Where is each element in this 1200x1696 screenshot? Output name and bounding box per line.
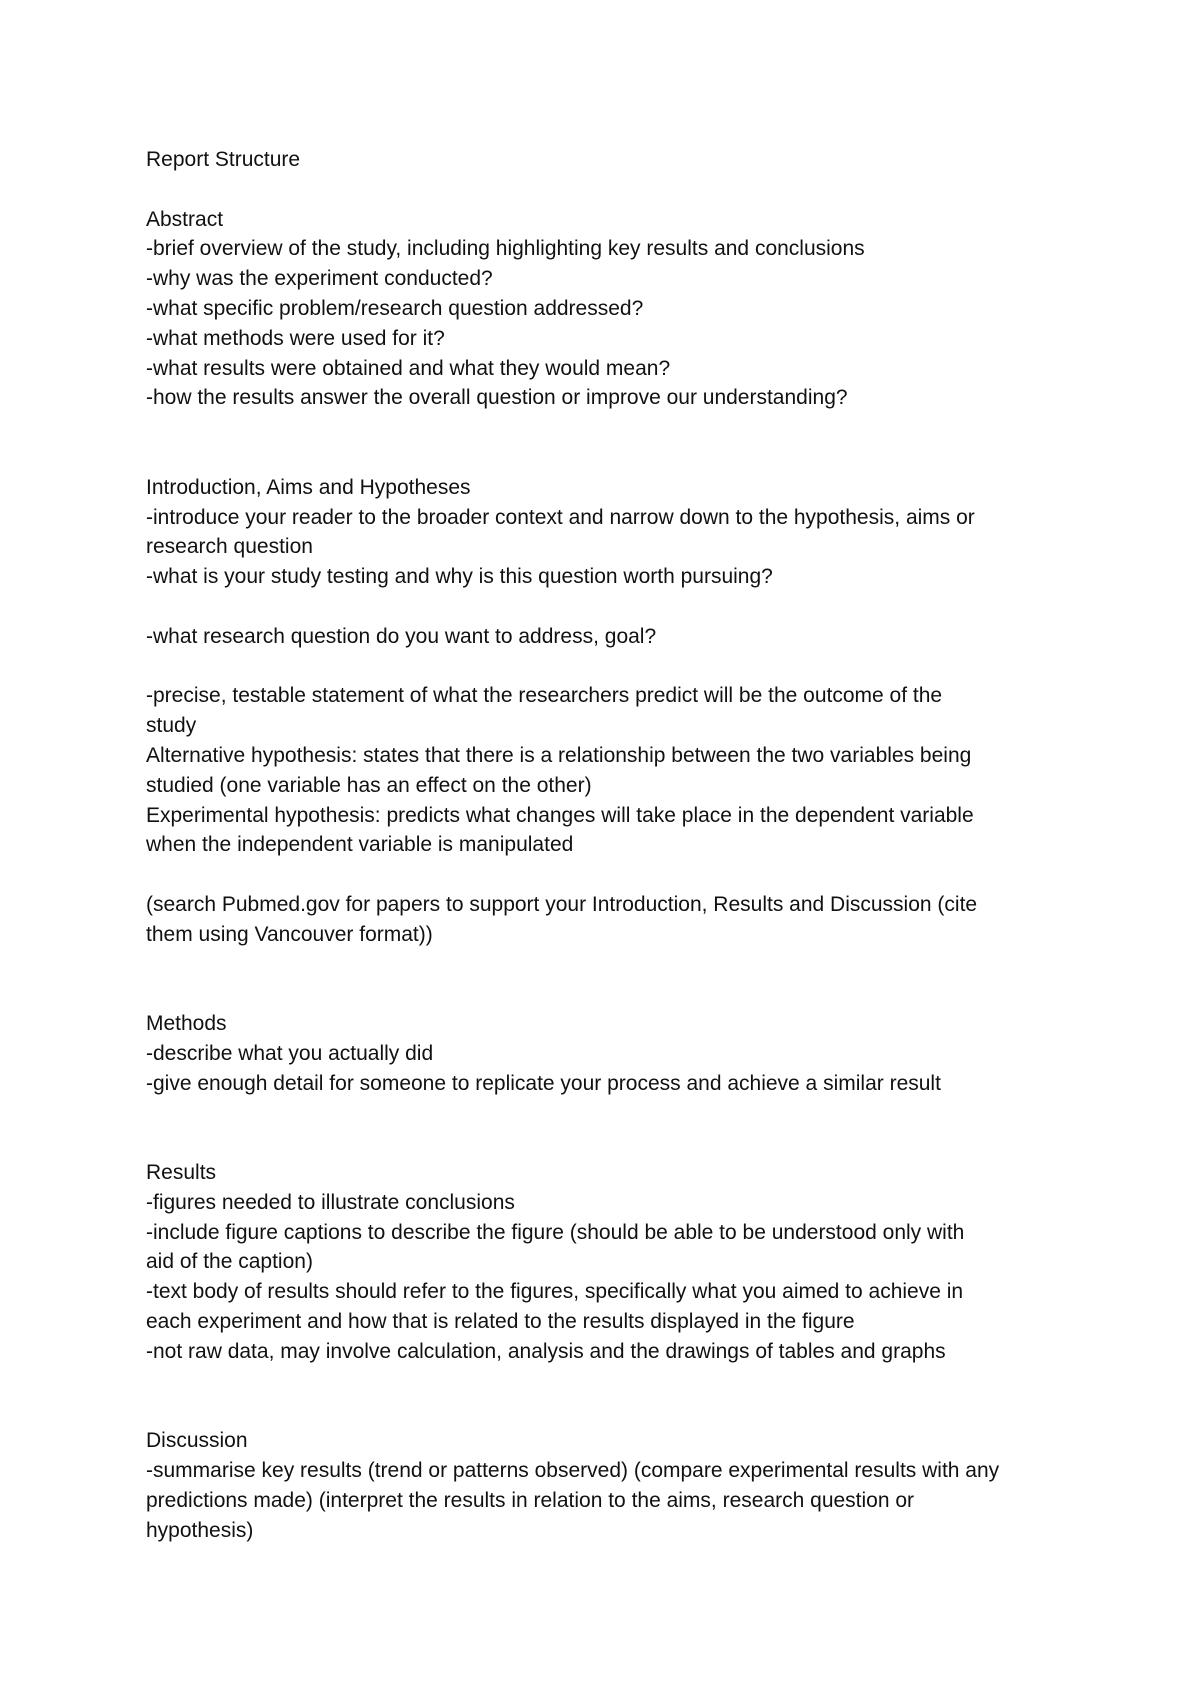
introduction-line: research question	[146, 535, 313, 559]
abstract-section	[146, 205, 1076, 414]
spacer	[146, 592, 1076, 622]
introduction-line: them using Vancouver format))	[146, 922, 433, 946]
abstract-heading: Abstract	[146, 207, 224, 231]
spacer	[146, 652, 1076, 682]
abstract-line: -what specific problem/research question addressed?	[146, 296, 644, 320]
methods-line: -describe what you actually did	[146, 1041, 434, 1065]
introduction-line: studied (one variable has an effect on the other)	[146, 773, 592, 797]
document-body	[146, 145, 1076, 1545]
results-line: -text body of results should refer to the figures, specifically what you aimed to achieve in	[146, 1280, 964, 1304]
document-title: Report Structure	[146, 148, 301, 171]
introduction-line: -what is your study testing and why is this question worth pursuing?	[146, 565, 773, 589]
results-section	[146, 1158, 1076, 1367]
introduction-line: Experimental hypothesis: predicts what changes will take place in the dependent variable	[146, 803, 974, 827]
abstract-line: -what methods were used for it?	[146, 326, 445, 350]
abstract-line: -what results were obtained and what they would mean?	[146, 356, 671, 380]
discussion-section	[146, 1426, 1076, 1545]
abstract-line: -why was the experiment conducted?	[146, 267, 493, 291]
abstract-line: -how the results answer the overall question or improve our understanding?	[146, 386, 848, 410]
results-line: -figures needed to illustrate conclusions	[146, 1190, 515, 1214]
introduction-section	[146, 473, 1076, 950]
discussion-line: hypothesis)	[146, 1518, 254, 1542]
introduction-line: when the independent variable is manipulated	[146, 833, 574, 857]
discussion-line: predictions made) (interpret the results in relation to the aims, research question or	[146, 1488, 915, 1512]
results-line: -not raw data, may involve calculation, analysis and the drawings of tables and graphs	[146, 1339, 946, 1363]
results-line: -include figure captions to describe the figure (should be able to be understood only with	[146, 1220, 965, 1244]
introduction-line: -what research question do you want to address, goal?	[146, 624, 657, 648]
spacer	[146, 175, 1076, 205]
abstract-line: -brief overview of the study, including highlighting key results and conclusions	[146, 237, 865, 261]
results-line: each experiment and how that is related to the results displayed in the figure	[146, 1310, 855, 1334]
discussion-line: -summarise key results (trend or patterns observed) (compare experimental results with any	[146, 1459, 1000, 1483]
discussion-heading: Discussion	[146, 1429, 248, 1453]
introduction-line: -introduce your reader to the broader context and narrow down to the hypothesis, aims or	[146, 505, 975, 529]
methods-line: -give enough detail for someone to replicate your process and achieve a similar result	[146, 1071, 941, 1095]
introduction-heading: Introduction, Aims and Hypotheses	[146, 475, 471, 499]
introduction-line: -precise, testable statement of what the researchers predict will be the outcome of the	[146, 684, 943, 708]
methods-heading: Methods	[146, 1012, 227, 1036]
spacer	[146, 950, 1076, 1010]
spacer	[146, 413, 1076, 473]
methods-section	[146, 1009, 1076, 1098]
introduction-line: Alternative hypothesis: states that there is a relationship between the two variables being	[146, 743, 972, 767]
introduction-line: (search Pubmed.gov for papers to support your Introduction, Results and Discussion (cite	[146, 892, 978, 916]
results-line: aid of the caption)	[146, 1250, 313, 1274]
spacer	[146, 1099, 1076, 1159]
spacer	[146, 860, 1076, 890]
spacer	[146, 1367, 1076, 1427]
results-heading: Results	[146, 1161, 217, 1185]
introduction-line: study	[146, 714, 197, 738]
